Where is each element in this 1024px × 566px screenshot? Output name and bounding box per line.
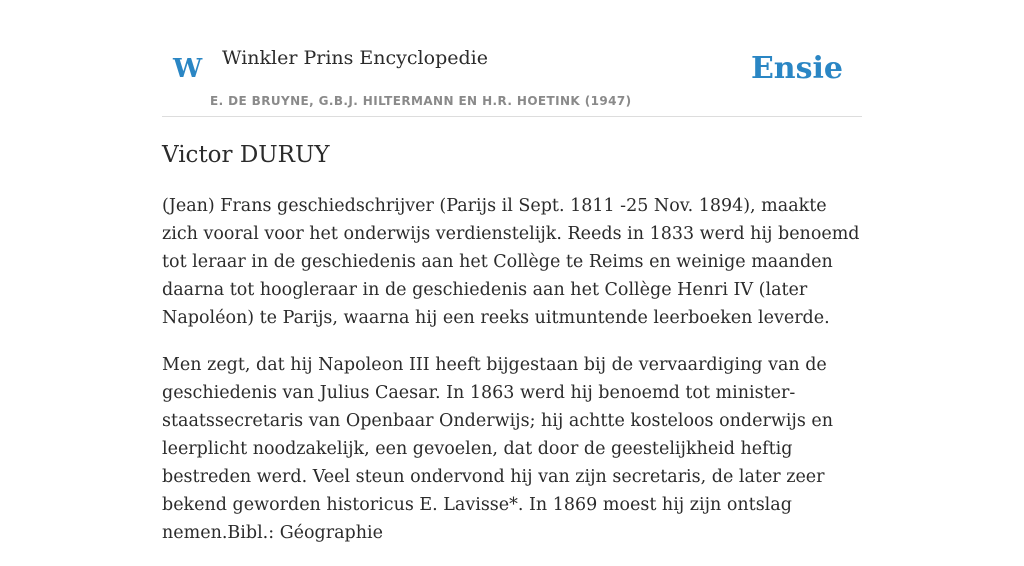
article-paragraph: (Jean) Frans geschiedschrijver (Parijs il Sept. 1811 -25 Nov. 1894), maakte zich vooral voor het onderwijs verdienstelijk. Reeds in 1833 werd hij benoemd tot leraar in de geschiedenis aan het Collège te Reims en weinige maanden daarna tot hoogleraar in de geschiedenis aan het Collège Henri IV (later Napoléon) te Parijs, waarna hij een reeks uitmuntende leerboeken leverde.: [162, 196, 860, 328]
source-header: [162, 0, 862, 117]
brand-logo[interactable]: Ensie: [750, 51, 843, 86]
page: [162, 0, 862, 543]
article-paragraph: Men zegt, dat hij Napoleon III heeft bijgestaan bij de vervaardiging van de geschiedenis van Julius Caesar. In 1863 werd hij benoemd tot minister-staatssecretaris van Openbaar Onderwijs; hij achtte kosteloos onderwijs en leerplicht noodzakelijk, een gevoelen, dat door de geestelijkheid heftig bestreden werd. Veel steun ondervond hij van zijn secretaris, de later zeer bekend geworden historicus E. Lavisse*. In 1869 moest hij zijn ontslag nemen.Bibl.: Géographie: [162, 355, 834, 543]
article-body: [162, 192, 862, 566]
source-logo[interactable]: W: [173, 54, 203, 84]
source-authors: E. DE BRUYNE, G.B.J. HILTERMANN EN H.R. HOETINK (1947): [210, 94, 632, 108]
source-title[interactable]: Winkler Prins Encyclopedie: [222, 47, 488, 69]
article-title: Victor DURUY: [162, 142, 330, 168]
